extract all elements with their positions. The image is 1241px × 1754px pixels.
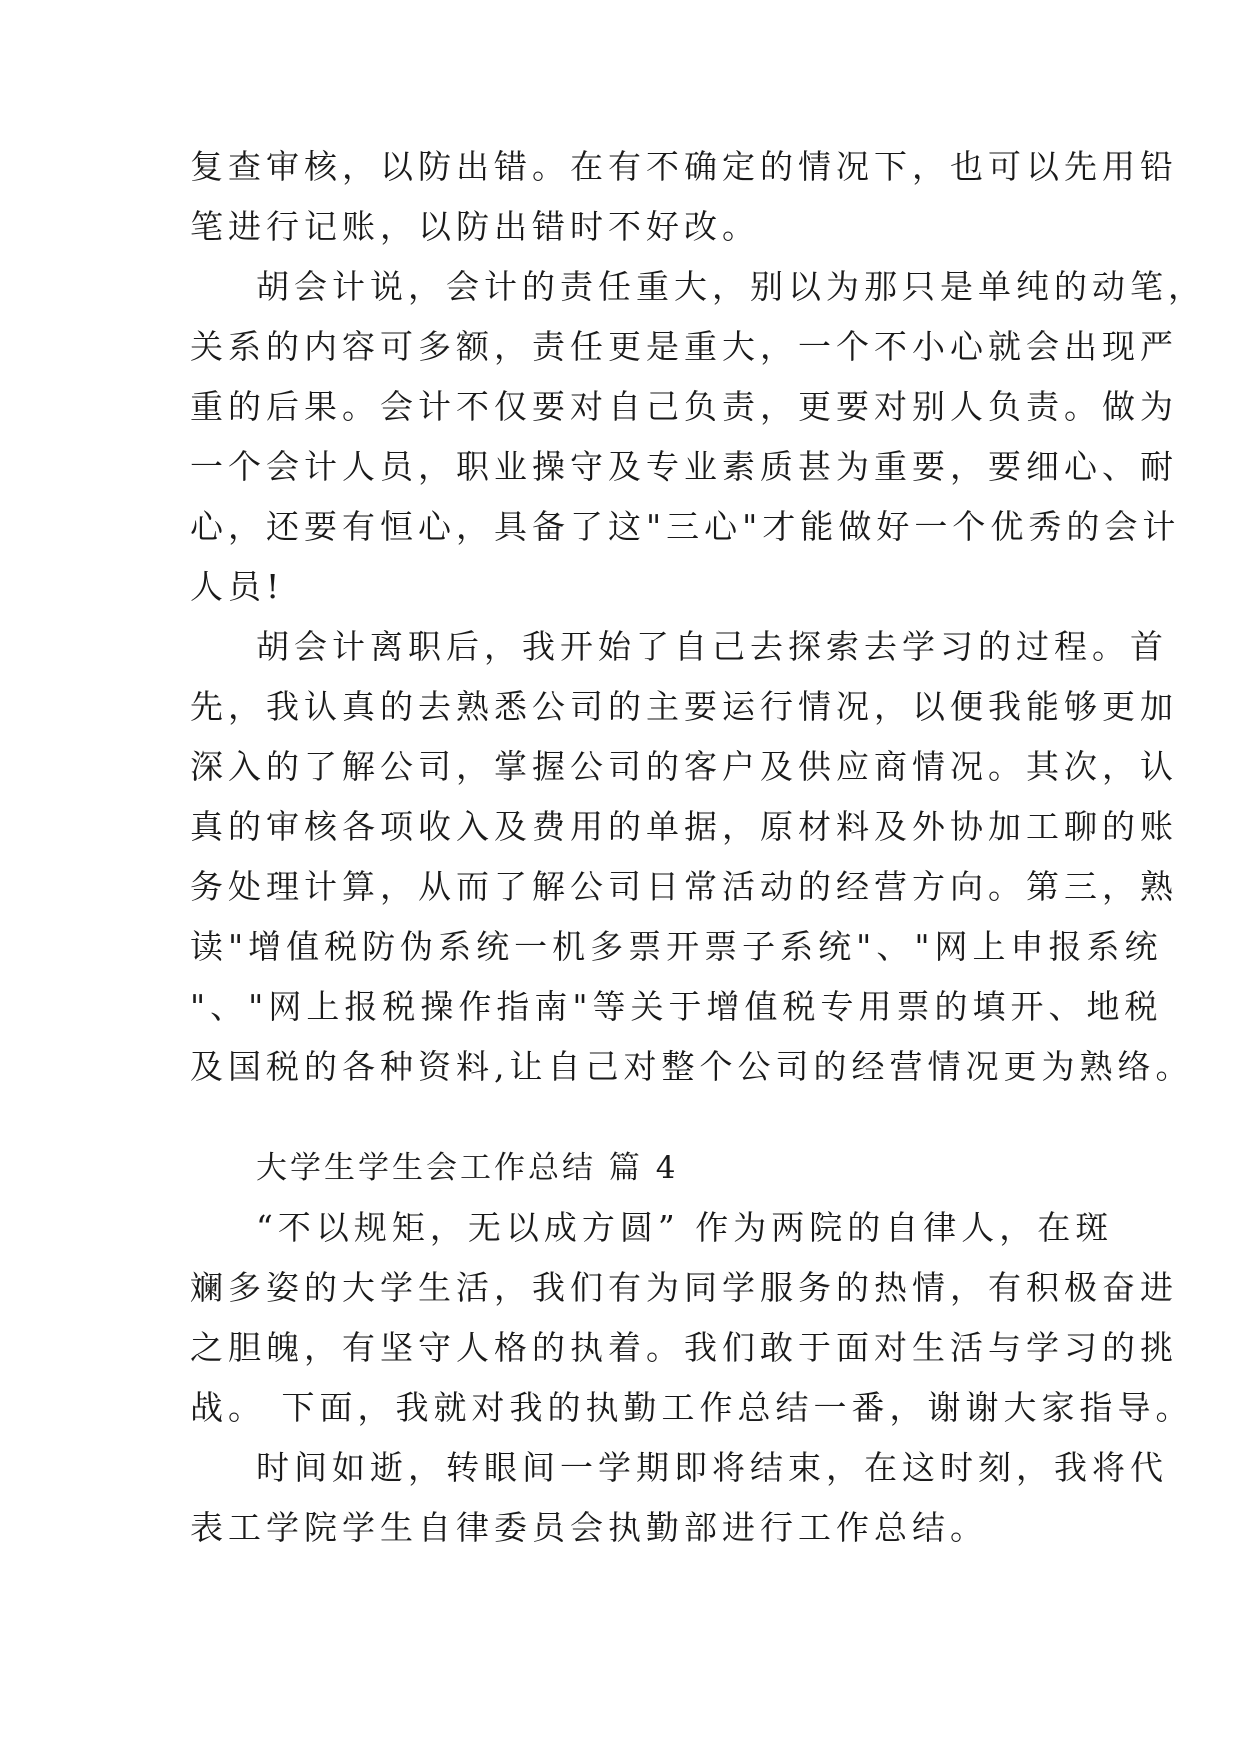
paragraph-line: 心，还要有恒心，具备了这"三心"才能做好一个优秀的会计 (190, 507, 1181, 546)
paragraph-line: 人员! (190, 567, 285, 606)
paragraph-line: 复查审核，以防出错。在有不确定的情况下，也可以先用铅 (190, 147, 1178, 186)
paragraph-line: 胡会计离职后，我开始了自己去探索去学习的过程。首 (256, 627, 1168, 666)
paragraph-line: 读"增值税防伪系统一机多票开票子系统"、"网上申报系统 (190, 927, 1163, 966)
section-heading: 大学生学生会工作总结 篇 4 (256, 1150, 679, 1186)
paragraph-line: 真的审核各项收入及费用的单据，原材料及外协加工聊的账 (190, 807, 1178, 846)
paragraph-line: 一个会计人员，职业操守及专业素质甚为重要，要细心、耐 (190, 447, 1178, 486)
paragraph-line: "、"网上报税操作指南"等关于增值税专用票的填开、地税 (190, 987, 1163, 1026)
paragraph-line: 时间如逝，转眼间一学期即将结束，在这时刻，我将代 (256, 1448, 1168, 1487)
paragraph-line: 战。 下面，我就对我的执勤工作总结一番，谢谢大家指导。 (190, 1388, 1194, 1427)
paragraph-line: 重的后果。会计不仅要对自己负责，更要对别人负责。做为 (190, 387, 1178, 426)
paragraph-line: 及国税的各种资料,让自己对整个公司的经营情况更为熟络。 (190, 1047, 1194, 1086)
paragraph-line: 斓多姿的大学生活，我们有为同学服务的热情，有积极奋进 (190, 1268, 1178, 1307)
paragraph-line: 关系的内容可多额，责任更是重大，一个不小心就会出现严 (190, 327, 1178, 366)
paragraph-line: 胡会计说，会计的责任重大，别以为那只是单纯的动笔， (256, 267, 1206, 306)
paragraph-line: 之胆魄，有坚守人格的执着。我们敢于面对生活与学习的挑 (190, 1328, 1178, 1367)
paragraph-line: 笔进行记账，以防出错时不好改。 (190, 207, 760, 246)
paragraph-line: 深入的了解公司，掌握公司的客户及供应商情况。其次，认 (190, 747, 1178, 786)
paragraph-line: 表工学院学生自律委员会执勤部进行工作总结。 (190, 1508, 988, 1547)
paragraph-line: 先，我认真的去熟悉公司的主要运行情况，以便我能够更加 (190, 687, 1178, 726)
paragraph-line: “不以规矩，无以成方圆” 作为两院的自律人，在斑 (256, 1208, 1114, 1247)
paragraph-line: 务处理计算，从而了解公司日常活动的经营方向。第三，熟 (190, 867, 1178, 906)
